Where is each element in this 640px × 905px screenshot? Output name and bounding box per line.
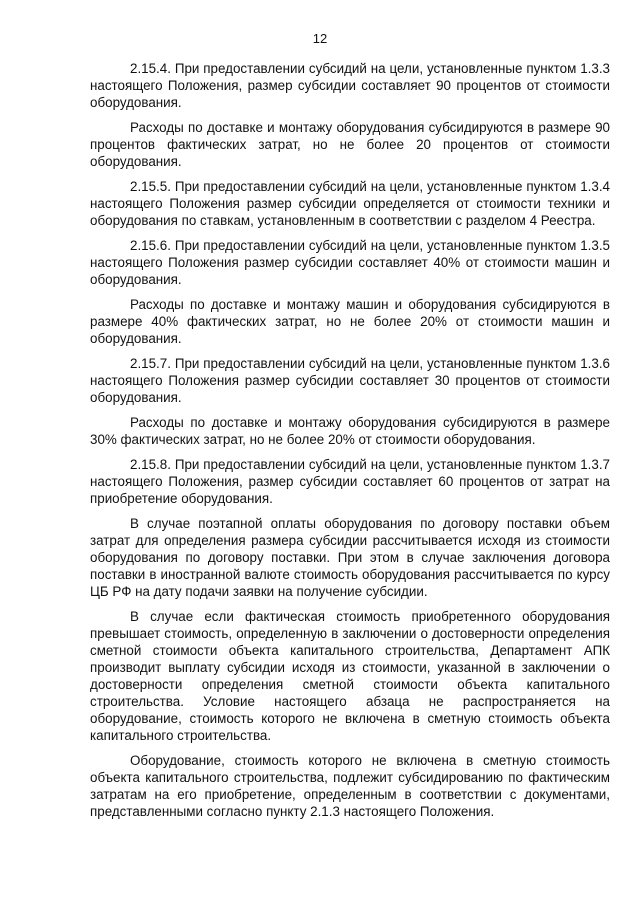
paragraph-2-15-7: 2.15.7. При предоставлении субсидий на цели, установленные пунктом 1.3.6 настоящего Положения размер субсидии составляет 30 процентов от стоимости оборудования. [90, 356, 610, 405]
paragraph-equipment-not-in-estimate: Оборудование, стоимость которого не включена в сметную стоимость объекта капитального строительства, подлежит субсидированию по фактическим затратам на его приобретение, определенным в соответствии с документами, представленными согласно пункту 2.1.3 настоящего Положения. [90, 753, 610, 819]
paragraph-2-15-6: 2.15.6. При предоставлении субсидий на цели, установленные пунктом 1.3.5 настоящего Положения размер субсидии составляет 40% от стоимости машин и оборудования. [90, 238, 610, 287]
paragraph-delivery-costs-40: Расходы по доставке и монтажу машин и оборудования субсидируются в размере 40% фактических затрат, но не более 20% от стоимости машин и оборудования. [90, 297, 610, 346]
document-body [90, 60, 610, 828]
paragraph-delivery-costs-30: Расходы по доставке и монтажу оборудования субсидируются в размере 30% фактических затрат, но не более 20% от стоимости оборудования. [90, 415, 610, 447]
paragraph-delivery-costs-90: Расходы по доставке и монтажу оборудования субсидируются в размере 90 процентов фактических затрат, но не более 20 процентов от стоимости оборудования. [90, 120, 610, 169]
paragraph-2-15-4: 2.15.4. При предоставлении субсидий на цели, установленные пунктом 1.3.3 настоящего Положения, размер субсидии составляет 90 процентов от стоимости оборудования. [90, 61, 610, 110]
paragraph-staged-payment: В случае поэтапной оплаты оборудования по договору поставки объем затрат для определения размера субсидии рассчитывается исходя из стоимости оборудования по договору поставки. При этом в случае заключения договора поставки в иностранной валюте стоимость оборудования рассчитывается по курсу ЦБ РФ на дату подачи заявки на получение субсидии. [90, 516, 610, 599]
page-number: 12 [312, 31, 328, 46]
paragraph-actual-cost-exceeds: В случае если фактическая стоимость приобретенного оборудования превышает стоимость, определенную в заключении о достоверности определения сметной стоимости объекта капитального строительства, Департамент АПК производит выплату субсидии исходя из стоимости, указанной в заключении о достоверности определения сметной стоимости объекта капитального строительства. Условие настоящего абзаца не распространяется на оборудование, стоимость которого не включена в сметную стоимость объекта капитального строительства. [90, 609, 610, 743]
paragraph-2-15-8: 2.15.8. При предоставлении субсидий на цели, установленные пунктом 1.3.7 настоящего Положения, размер субсидии составляет 60 процентов от затрат на приобретение оборудования. [90, 457, 610, 506]
paragraph-2-15-5: 2.15.5. При предоставлении субсидий на цели, установленные пунктом 1.3.4 настоящего Положения размер субсидии определяется от стоимости техники и оборудования по ставкам, установленным в соответствии с разделом 4 Реестра. [90, 179, 610, 228]
